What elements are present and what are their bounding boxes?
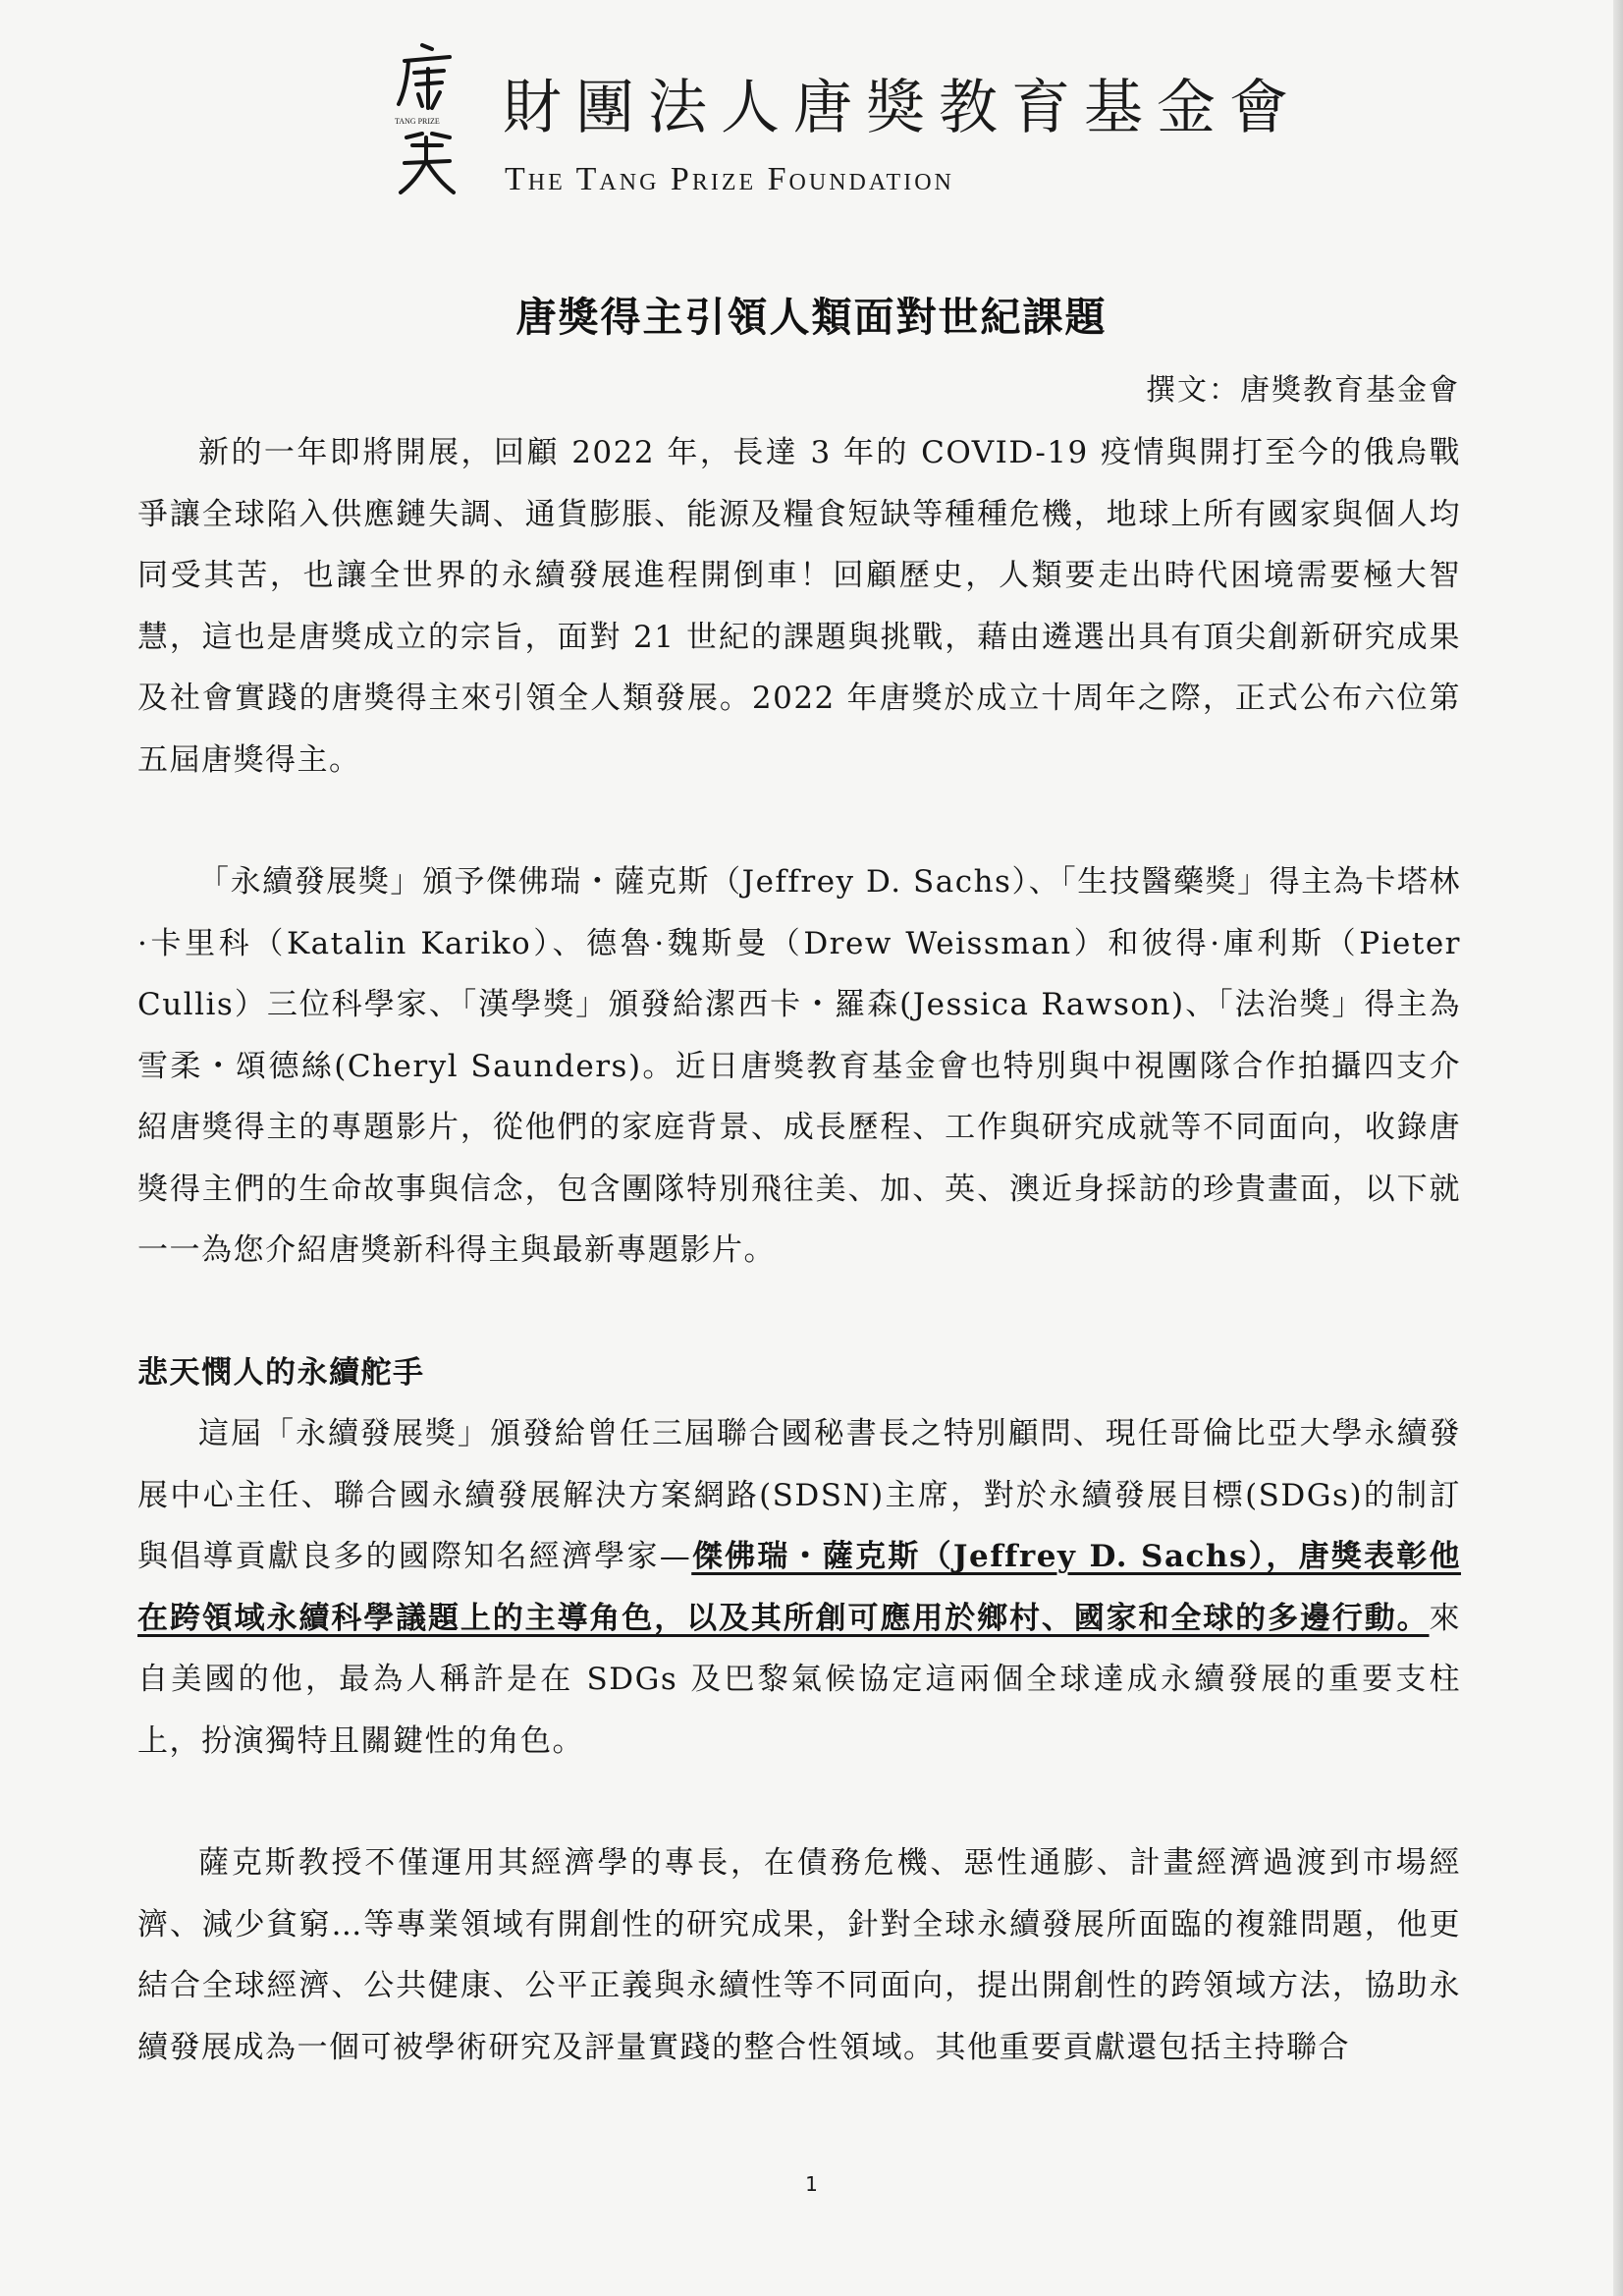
paragraph-3: [137, 1403, 1461, 1772]
org-name-zh: 財團法人唐獎教育基金會: [503, 74, 1302, 142]
paragraph-3-text-end: 來自美國的他，最為人稱許是在 SDGs 及巴黎氣候協定這兩個全球達成永續發展的重要支柱上，扮演獨特且關鍵性的角色。: [137, 1600, 1461, 1759]
page-number: 1: [805, 2172, 818, 2196]
paragraph-1: 新的一年即將開展，回顧 2022 年，長達 3 年的 COVID-19 疫情與開打至今的俄烏戰爭讓全球陷入供應鏈失調、通貨膨脹、能源及糧食短缺等種種危機，地球上所有國家與個人均同受其苦，也讓全世界的永續發展進程開倒車！回顧歷史，人類要走出時代困境需要極大智慧，這也是唐獎成立的宗旨，面對 21 世紀的課題與挑戰，藉由遴選出具有頂尖創新研究成果及社會實踐的唐獎得主來引領全人類發展。2022 年唐獎於成立十周年之際，正式公布六位第五屆唐獎得主。: [137, 435, 1461, 778]
paragraph-4: 薩克斯教授不僅運用其經濟學的專長，在債務危機、惡性通膨、計畫經濟過渡到市場經濟、減少貧窮…等專業領域有開創性的研究成果，針對全球永續發展所面臨的複雜問題，他更結合全球經濟、公共健康、公平正義與永續性等不同面向，提出開創性的跨領域方法，協助永續發展成為一個可被學術研究及評量實踐的整合性領域。其他重要貢獻還包括主持聯合: [137, 1845, 1461, 2065]
tang-prize-logo: [393, 39, 461, 201]
paragraph-3-emphasis: 傑佛瑞・薩克斯（Jeffrey D. Sachs），唐獎表彰他在跨領域永續科學議題上的主導角色，以及其所創可應用於鄉村、國家和全球的多邊行動。: [137, 1539, 1462, 1636]
letterhead: [393, 39, 1302, 206]
scan-edge: [1613, 0, 1623, 2296]
section-heading: 悲天憫人的永續舵手: [137, 1354, 425, 1391]
logo-text: TANG PRIZE: [395, 117, 440, 126]
document-body: [137, 422, 1461, 2078]
org-name-en: The Tang Prize Foundation: [505, 161, 954, 197]
paragraph-3-text: 這屆「永續發展獎」頒發給曾任三屆聯合國秘書長之特別顧問、現任哥倫比亞大學永續發展中心主任、聯合國永續發展解決方案網路(SDSN)主席，對於永續發展目標(SDGs)的制訂與倡導貢獻良多的國際知名經濟學家—: [137, 1416, 1461, 1574]
document-title: 唐獎得主引領人類面對世紀課題: [515, 294, 1108, 341]
byline: 撰文：唐獎教育基金會: [1146, 373, 1460, 408]
paragraph-2: 「永續發展獎」頒予傑佛瑞・薩克斯（Jeffrey D. Sachs）、「生技醫藥獎」得主為卡塔林·卡里科（Katalin Kariko）、德魯·魏斯曼（Drew Weissman）和彼得·庫利斯（Pieter Cullis）三位科學家、「漢學獎」頒發給潔西卡・羅森(Jessica Rawson)、「法治獎」得主為雪柔・頌德絲(Cheryl Saunders)。近日唐獎教育基金會也特別與中視團隊合作拍攝四支介紹唐獎得主的專題影片，從他們的家庭背景、成長歷程、工作與研究成就等不同面向，收錄唐獎得主們的生命故事與信念，包含團隊特別飛往美、加、英、澳近身採訪的珍貴畫面，以下就一一為您介紹唐獎新科得主與最新專題影片。: [137, 864, 1461, 1268]
